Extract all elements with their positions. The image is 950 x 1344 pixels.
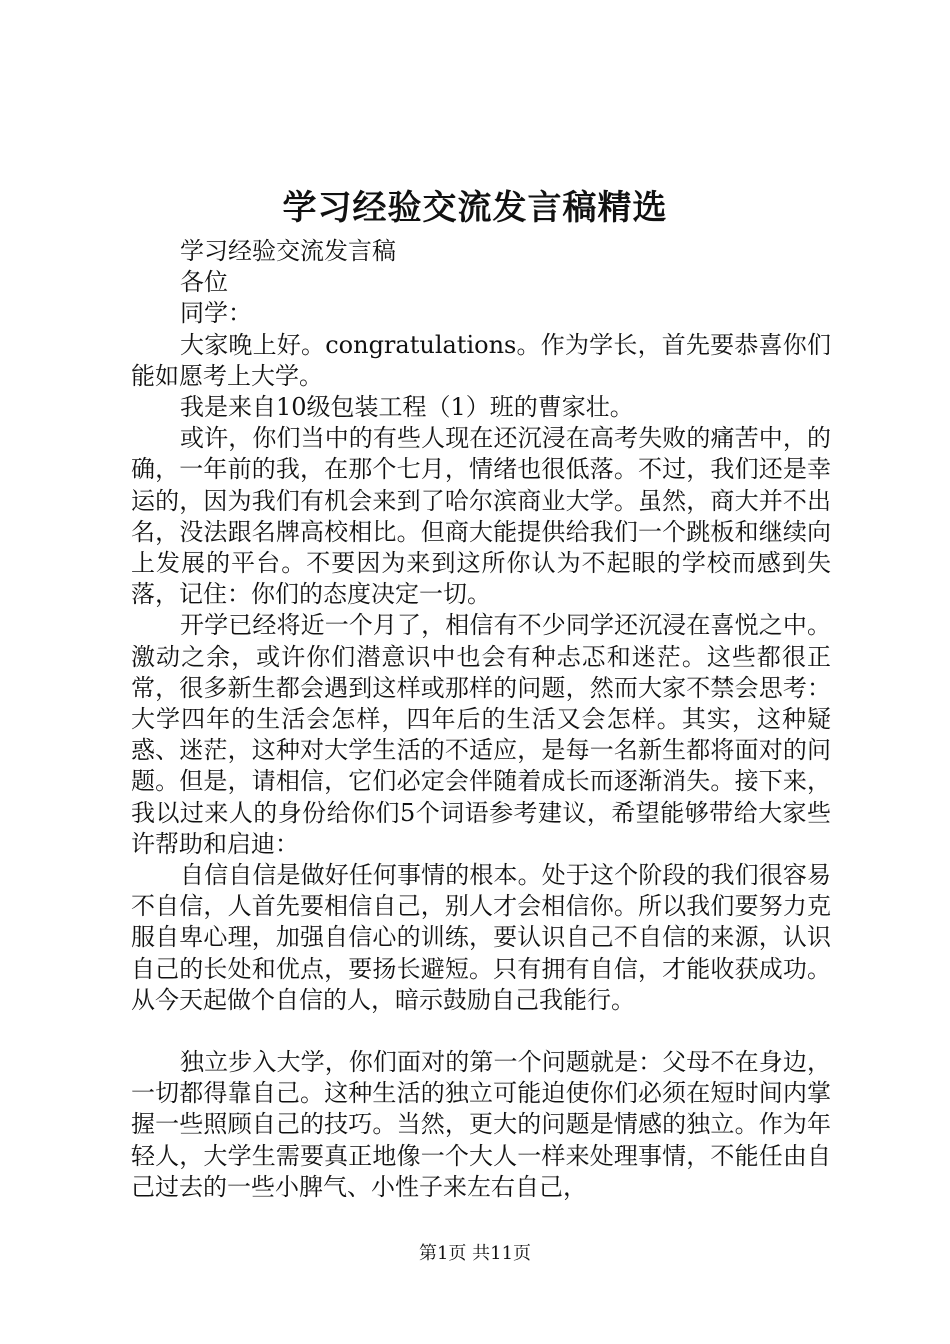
- page-number-footer: 第1页 共11页: [418, 1243, 532, 1264]
- paragraph-body-2: 开学已经将近一个月了，相信有不少同学还沉浸在喜悦之中。激动之余，或许你们潜意识中也会有种忐忑和迷茫。这些都很正常，很多新生都会遇到这样或那样的问题，然而大家不禁会思考：大学四年的生活会怎样，四年后的生活又会怎样。其实，这种疑惑、迷茫，这种对大学生活的不适应，是每一名新生都将面对的问题。但是，请相信，它们必定会伴随着成长而逐渐消失。接下来，我以过来人的身份给你们5个词语参考建议，希望能够带给大家些许帮助和启迪：: [131, 611, 831, 858]
- paragraph-introduction: 我是来自10级包装工程（1）班的曹家壮。: [180, 393, 634, 422]
- paragraph-salutation-1: 各位: [180, 268, 228, 297]
- paragraph-spacer: [131, 1016, 831, 1047]
- paragraph-subtitle: 学习经验交流发言稿: [180, 237, 396, 265]
- document-body: [131, 236, 831, 1203]
- document-title: 学习经验交流发言稿精选: [282, 188, 668, 228]
- paragraph-greeting: 大家晚上好。congratulations。作为学长，首先要恭喜你们能如愿考上大学。: [131, 330, 831, 390]
- paragraph-salutation-2: 同学：: [180, 299, 252, 328]
- paragraph-independence: 独立步入大学，你们面对的第一个问题就是：父母不在身边，一切都得靠自己。这种生活的独立可能迫使你们必须在短时间内掌握一些照顾自己的技巧。当然，更大的问题是情感的独立。作为年轻人，大学生需要真正地像一个大人一样来处理事情，不能任由自己过去的一些小脾气、小性子来左右自己，: [131, 1048, 831, 1201]
- paragraph-confidence: 自信自信是做好任何事情的根本。处于这个阶段的我们很容易不自信，人首先要相信自己，别人才会相信你。所以我们要努力克服自卑心理，加强自信心的训练，要认识自己不自信的来源，认识自己的长处和优点，要扬长避短。只有拥有自信，才能收获成功。从今天起做个自信的人，暗示鼓励自己我能行。: [131, 861, 831, 1014]
- paragraph-body-1: 或许，你们当中的有些人现在还沉浸在高考失败的痛苦中，的确，一年前的我，在那个七月，情绪也很低落。不过，我们还是幸运的，因为我们有机会来到了哈尔滨商业大学。虽然，商大并不出名，没法跟名牌高校相比。但商大能提供给我们一个跳板和继续向上发展的平台。不要因为来到这所你认为不起眼的学校而感到失落，记住：你们的态度决定一切。: [131, 424, 831, 609]
